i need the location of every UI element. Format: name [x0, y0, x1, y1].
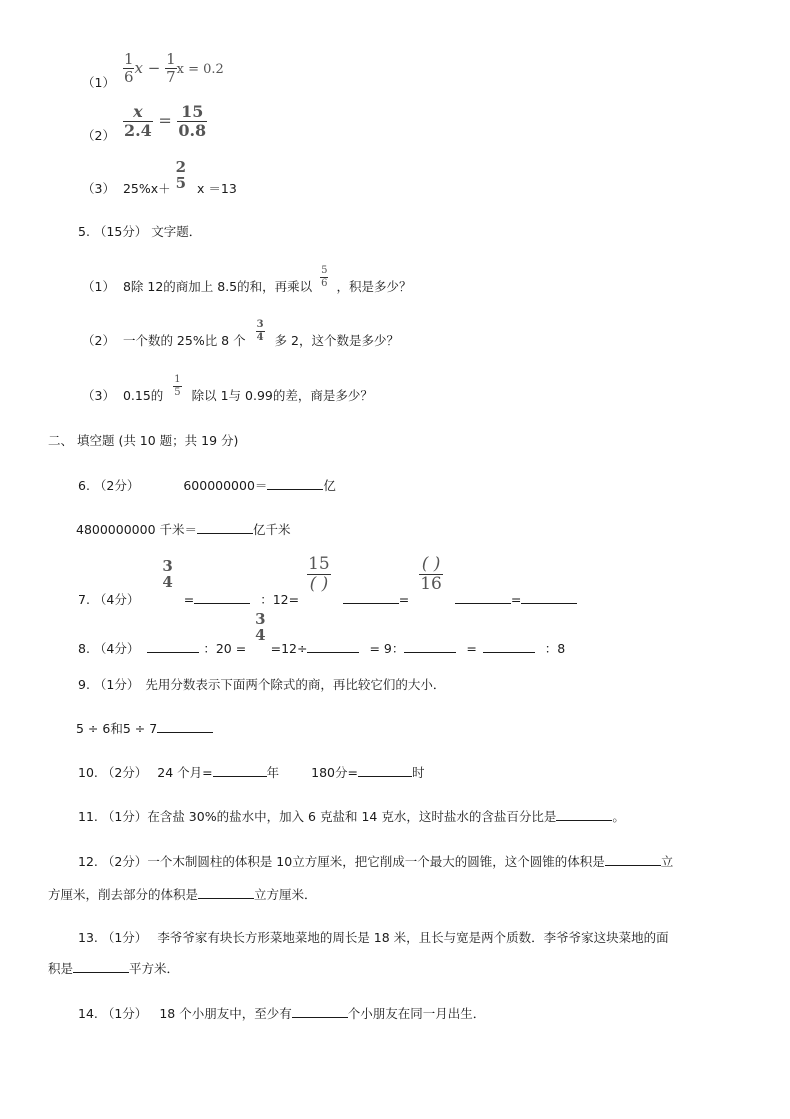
q12-line1: 12. （2分）一个木制圆柱的体积是 10立方厘米，把它削成一个最大的圆锥，这个圆锥的体积是 立: [78, 854, 674, 869]
fraction: $\frac{1}{6}$: [123, 50, 134, 86]
section-heading: 二、 填空题 (共 10 题；共 19 分): [48, 433, 239, 448]
fraction: 3 4: [255, 610, 266, 644]
q9: 9. （1分） 先用分数表示下面两个除式的商，再比较它们的大小．: [78, 677, 446, 692]
fraction: $\frac{5}{6}$: [321, 265, 328, 289]
q5-sub2: （2） 一个数的 25%比 8 个 $\frac{3}{4}$ 多 2，这个数是多少？: [82, 319, 399, 348]
answer-blank[interactable]: [147, 640, 199, 653]
q9-expr: 5 ÷ 6和5 ÷ 7: [76, 719, 213, 737]
q5-sub1: （1） 8除 12的商加上 8.5的和，再乘以 $\frac{5}{6}$ ，积是多少？: [82, 265, 412, 294]
answer-blank[interactable]: [194, 591, 250, 604]
answer-blank[interactable]: [521, 591, 577, 604]
answer-blank[interactable]: [213, 764, 267, 777]
fraction: $\frac{1}{7}$: [166, 50, 176, 86]
answer-blank[interactable]: [483, 640, 535, 653]
q4-sub2: [82, 102, 207, 143]
answer-blank[interactable]: [307, 640, 359, 653]
answer-blank[interactable]: [455, 591, 511, 604]
q10: 10. （2分） 24 个月= 年 180分= 时: [78, 765, 425, 780]
answer-blank[interactable]: [157, 720, 213, 733]
sub-label: （2）: [82, 128, 115, 143]
q6-line1: 6. （2分） 600000000＝ 亿: [78, 478, 336, 493]
fraction: $\frac{1}{5}$: [174, 374, 181, 398]
fraction: 2 5: [175, 158, 187, 192]
answer-blank[interactable]: [404, 640, 456, 653]
fraction: $\frac{15}{0.8}$: [178, 102, 207, 140]
fraction: 3 4: [162, 557, 173, 591]
answer-blank[interactable]: [358, 764, 412, 777]
q7: 7. （4分） 3 4 = ：12= $\frac{15}{( )}$ = $\frac{( )}{16}$ =: [78, 556, 577, 593]
answer-blank[interactable]: [73, 960, 129, 973]
q6-line2: 4800000000 千米＝ 亿千米: [76, 522, 291, 537]
fraction: $\frac{( )}{16}$: [420, 554, 442, 594]
equation: $\frac{x}{2.4}$ = $\frac{15}{0.8}$: [123, 102, 207, 140]
q11: 11. （1分）在含盐 30%的盐水中，加入 6 克盐和 14 克水，这时盐水的含盐百分比是 。: [78, 809, 625, 824]
answer-blank[interactable]: [198, 886, 254, 899]
q5-title: 5. （15分） 文字题．: [78, 224, 202, 239]
answer-blank[interactable]: [605, 853, 661, 866]
answer-blank[interactable]: [267, 477, 323, 490]
q13-line2: 积是 平方米．: [48, 961, 180, 976]
fraction: $\frac{15}{( )}$: [308, 554, 330, 594]
q4-sub3: （3） 25%x＋ 2 5 x ＝13: [82, 158, 237, 196]
sub-label: （1）: [82, 74, 115, 90]
q12-line2: 方厘米，削去部分的体积是 立方厘米．: [48, 887, 317, 902]
fraction: $\frac{3}{4}$: [256, 319, 264, 343]
answer-blank[interactable]: [292, 1005, 348, 1018]
answer-blank[interactable]: [556, 808, 612, 821]
q14: 14. （1分） 18 个小朋友中，至少有 个小朋友在同一月出生．: [78, 1006, 486, 1021]
q5-sub3: （3） 0.15的 $\frac{1}{5}$ 除以 1与 0.99的差，商是多少？: [82, 374, 373, 403]
q4-sub1: [82, 50, 224, 90]
answer-blank[interactable]: [197, 521, 253, 534]
answer-blank[interactable]: [343, 591, 399, 604]
sub-label: （3）: [82, 181, 115, 196]
equation: $\frac{1}{6}$ x − $\frac{1}{7}$ x = 0.2: [123, 50, 224, 86]
q13-line1: 13. （1分） 李爷爷家有块长方形菜地菜地的周长是 18 米，且长与宽是两个质数．李爷爷家这块菜地的面: [78, 930, 669, 945]
q8: 8. （4分） ：20 = 3 4 =12÷ = 9： = ：8: [78, 610, 566, 656]
fraction: $\frac{x}{2.4}$: [123, 102, 152, 140]
